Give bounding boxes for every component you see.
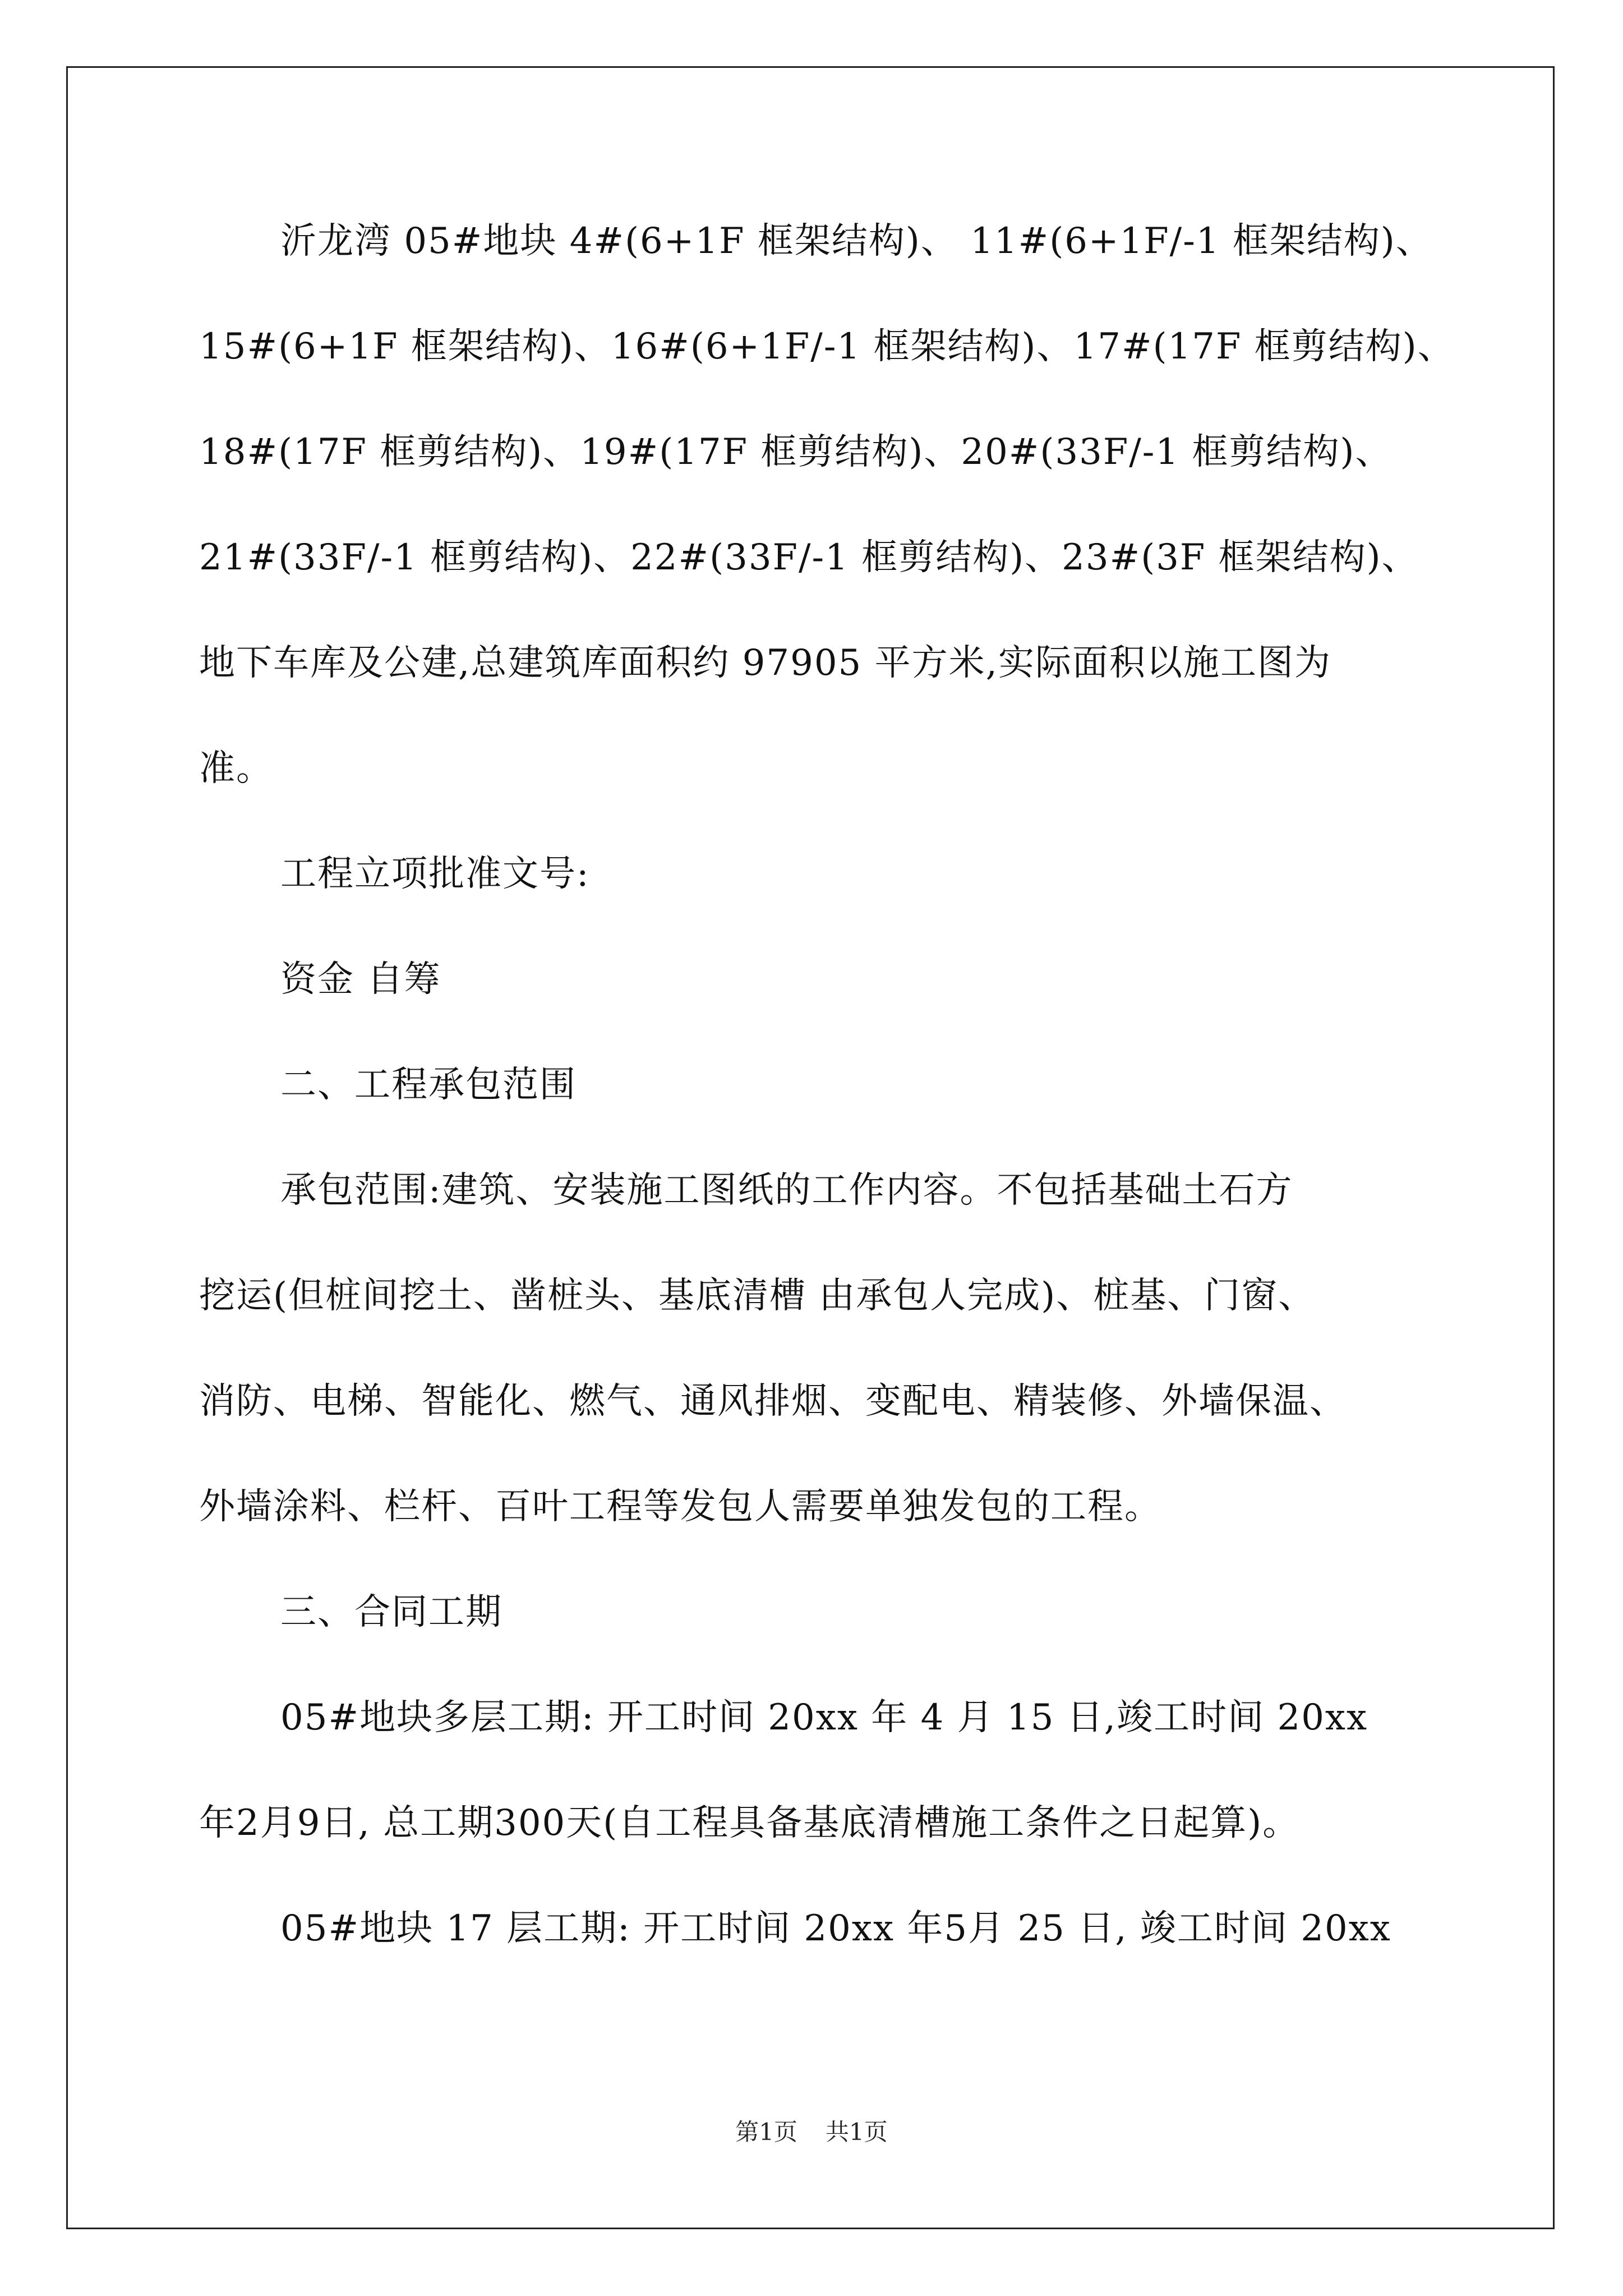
paragraph-line: 消防、电梯、智能化、燃气、通风排烟、变配电、精装修、外墙保温、 — [199, 1381, 1347, 1422]
paragraph-line: 年2月9日, 总工期300天(自工程具备基底清槽施工条件之日起算)。 — [199, 1802, 1300, 1844]
page-total: 共1页 — [826, 2118, 888, 2146]
paragraph-line: 外墙涂料、栏杆、百叶工程等发包人需要单独发包的工程。 — [199, 1486, 1161, 1527]
paragraph-line: 05#地块多层工期: 开工时间 20xx 年 4 月 15 日,竣工时间 20xx — [280, 1697, 1368, 1738]
paragraph-line: 15#(6+1F 框架结构)、16#(6+1F/-1 框架结构)、17#(17F 框剪结构)、 — [199, 326, 1455, 367]
paragraph-line: 沂龙湾 05#地块 4#(6+1F 框架结构)、 11#(6+1F/-1 框架结构)、 — [280, 220, 1433, 262]
section-heading: 三、合同工期 — [280, 1591, 502, 1633]
paragraph-line: 05#地块 17 层工期: 开工时间 20xx 年5月 25 日, 竣工时间 20xx — [280, 1908, 1391, 1949]
document-body — [199, 213, 1472, 2006]
paragraph-line: 地下车库及公建,总建筑库面积约 97905 平方米,实际面积以施工图为 — [199, 642, 1331, 684]
paragraph-line: 18#(17F 框剪结构)、19#(17F 框剪结构)、20#(33F/-1 框剪结构)、 — [199, 431, 1393, 473]
funding-line: 资金 自筹 — [280, 959, 441, 1000]
approval-number-line: 工程立项批准文号: — [280, 853, 590, 895]
paragraph-line: 21#(33F/-1 框剪结构)、22#(33F/-1 框剪结构)、23#(3F 框架结构)、 — [199, 537, 1419, 578]
paragraph-line: 承包范围:建筑、安装施工图纸的工作内容。不包括基础土石方 — [280, 1170, 1293, 1211]
paragraph-line: 挖运(但桩间挖土、凿桩头、基底清槽 由承包人完成)、桩基、门窗、 — [199, 1275, 1316, 1317]
page-footer — [0, 2114, 1623, 2147]
section-heading: 二、工程承包范围 — [280, 1064, 577, 1106]
page-number: 第1页 — [735, 2118, 797, 2146]
paragraph-line: 准。 — [199, 748, 273, 789]
